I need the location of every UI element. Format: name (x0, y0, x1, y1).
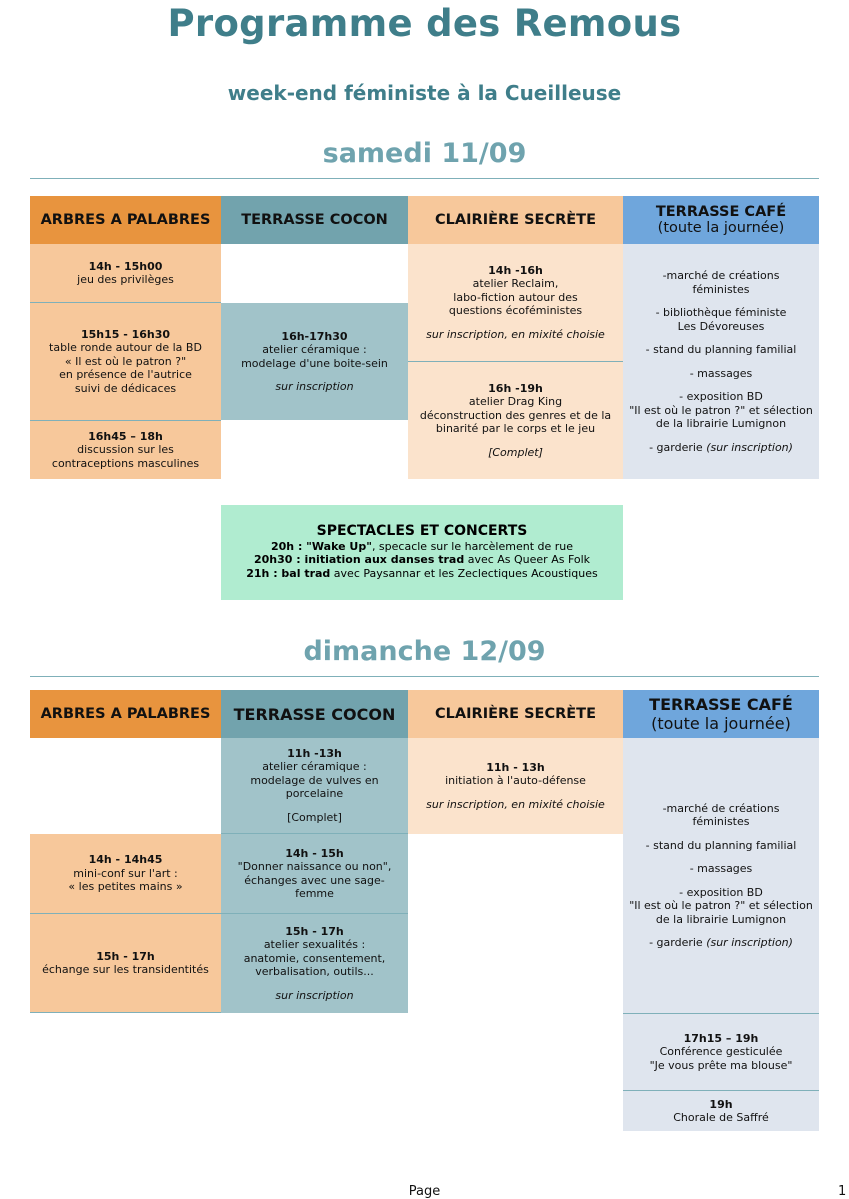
spectacle-row (246, 567, 598, 581)
sat-header-cocon (221, 196, 408, 244)
sat-cafe-activities (623, 244, 819, 479)
event-time: 16h -19h (488, 381, 543, 395)
event-desc: initiation à l'auto-défense (445, 774, 586, 788)
event-desc: échanges avec une sage- (244, 873, 385, 887)
event-time: 19h (709, 1097, 733, 1111)
cafe-item: - massages (689, 366, 753, 380)
cafe-item-note: (sur inscription) (706, 440, 793, 454)
cafe-item: "Il est où le patron ?" et sélection (629, 403, 813, 417)
cafe-item: - garderie (649, 440, 707, 454)
sun-header-cafe (623, 690, 819, 738)
sat-header-clairiere (408, 196, 623, 244)
cafe-item: - massages (689, 862, 753, 875)
spectacle-desc: , specacle sur le harcèlement de rue (371, 539, 574, 553)
event-note: sur inscription, en mixité choisie (426, 327, 605, 341)
sun-cafe-activities (623, 738, 819, 1014)
sat-event-drag-king (408, 362, 623, 479)
event-desc: contraceptions masculines (51, 456, 200, 470)
event-desc: atelier céramique : (262, 760, 367, 774)
sun-header-cocon-label: TERRASSE COCON (233, 704, 396, 724)
sunday-divider (30, 676, 819, 677)
cafe-item: "Il est où le patron ?" et sélection (629, 899, 813, 912)
event-desc: "Je vous prête ma blouse" (649, 1058, 793, 1072)
event-time: 15h - 17h (96, 949, 155, 963)
footer-page-number: 1 (838, 1184, 847, 1199)
cafe-item-garderie (649, 441, 793, 455)
cafe-item: féministes (692, 815, 750, 828)
event-desc: déconstruction des genres et de la (419, 408, 612, 422)
spectacle-desc: avec Paysannar et les Zeclectiques Acoustiques (330, 566, 598, 580)
spectacle-row (254, 553, 590, 567)
event-desc: table ronde autour de la BD (49, 341, 202, 355)
event-desc: questions écoféministes (448, 304, 583, 318)
event-desc: échange sur les transidentités (42, 963, 209, 976)
sat-event-reclaim (408, 244, 623, 362)
cafe-item: - bibliothèque féministe (655, 306, 787, 319)
footer-page-label: Page (408, 1184, 441, 1199)
event-desc: modelage de vulves en (250, 773, 379, 787)
saturday-divider (30, 178, 819, 179)
cafe-item: - exposition BD (679, 885, 763, 899)
cafe-item: Les Dévoreuses (677, 319, 765, 333)
event-note: [Complet] (488, 445, 543, 459)
event-desc: "Donner naissance ou non", (237, 860, 392, 873)
page-subtitle: week-end féministe à la Cueilleuse (227, 81, 622, 105)
spectacles-title: SPECTACLES ET CONCERTS (316, 523, 528, 539)
event-desc: modelage d'une boite-sein (241, 356, 388, 370)
sun-header-cafe-sub: (toute la journée) (651, 714, 791, 733)
event-desc: discussion sur les (77, 443, 174, 457)
event-time: 15h15 - 16h30 (80, 327, 171, 341)
sat-header-clairiere-label: CLAIRIÈRE SECRÈTE (435, 212, 596, 228)
sun-event-auto-defense (408, 738, 623, 834)
cafe-item-note: (sur inscription) (706, 936, 793, 949)
event-note: sur inscription (275, 988, 354, 1002)
spectacle-desc: avec As Queer As Folk (464, 553, 591, 566)
event-time: 16h-17h30 (281, 329, 348, 343)
event-desc: atelier Reclaim, (472, 277, 559, 291)
cafe-item: - exposition BD (679, 390, 763, 403)
cafe-item: de la librairie Lumignon (655, 417, 787, 430)
event-desc: femme (295, 887, 334, 900)
sun-header-clairiere-label: CLAIRIÈRE SECRÈTE (435, 706, 596, 722)
event-note: [Complet] (287, 810, 342, 824)
spectacle-row (271, 540, 573, 554)
saturday-day-title: samedi 11/09 (322, 138, 527, 169)
sunday-day-title: dimanche 12/09 (303, 636, 546, 667)
cafe-item-garderie (649, 936, 793, 950)
event-desc: binarité par le corps et le jeu (435, 422, 596, 436)
cafe-item: -marché de créations (662, 269, 780, 282)
sat-event-ceramique (221, 303, 408, 420)
event-desc: Conférence gesticulée (659, 1045, 783, 1059)
event-desc: atelier céramique : (262, 343, 367, 356)
page-title: Programme des Remous (167, 2, 682, 45)
spectacle-time: 20h : "Wake Up" (270, 539, 372, 553)
sat-header-cafe (623, 196, 819, 244)
event-desc: jeu des privilèges (77, 273, 174, 286)
event-time: 14h - 15h00 (88, 259, 163, 273)
event-desc: labo-fiction autour des (453, 290, 578, 304)
cafe-item: féministes (692, 282, 750, 296)
sat-event-contraceptions (30, 421, 221, 479)
sun-header-arbres-label: ARBRES A PALABRES (40, 706, 211, 722)
sun-event-vulves (221, 738, 408, 834)
cafe-item: de la librairie Lumignon (655, 912, 787, 926)
sun-event-transidentites (30, 914, 221, 1013)
event-desc: suivi de dédicaces (74, 381, 177, 395)
cafe-item: - stand du planning familial (645, 838, 797, 852)
sat-header-cocon-label: TERRASSE COCON (241, 212, 388, 228)
event-desc: « les petites mains » (68, 880, 183, 894)
event-note: sur inscription (275, 380, 354, 393)
event-time: 14h -16h (488, 263, 543, 277)
event-desc: Chorale de Saffré (673, 1111, 769, 1124)
spectacles-box (221, 505, 623, 600)
sun-event-naissance (221, 834, 408, 914)
event-desc: atelier sexualités : (263, 938, 366, 952)
sun-header-clairiere (408, 690, 623, 738)
sun-header-cocon (221, 690, 408, 738)
spectacle-time: 20h30 : initiation aux danses trad (253, 553, 465, 566)
cafe-item: - stand du planning familial (645, 343, 797, 356)
event-desc: mini-conf sur l'art : (73, 866, 178, 880)
event-desc: porcelaine (285, 787, 344, 801)
sat-event-privileges (30, 244, 221, 303)
sat-header-arbres-label: ARBRES A PALABRES (40, 212, 211, 228)
event-desc: verbalisation, outils... (255, 965, 374, 979)
event-desc: en présence de l'autrice (59, 368, 192, 382)
sun-header-cafe-label: TERRASSE CAFÉ (649, 695, 793, 714)
spectacle-time: 21h : bal trad (246, 566, 331, 580)
sun-header-arbres (30, 690, 221, 738)
sun-event-mini-conf (30, 834, 221, 914)
sat-header-cafe-label: TERRASSE CAFÉ (655, 204, 787, 220)
event-note: sur inscription, en mixité choisie (426, 797, 605, 811)
event-time: 15h - 17h (285, 924, 344, 938)
sun-event-chorale (623, 1091, 819, 1131)
event-desc: « Il est où le patron ?" (64, 354, 187, 368)
sat-event-table-ronde (30, 303, 221, 421)
event-time: 16h45 – 18h (88, 429, 163, 443)
sat-header-arbres (30, 196, 221, 244)
cafe-item: - garderie (649, 936, 707, 949)
sun-event-conference (623, 1014, 819, 1091)
event-desc: anatomie, consentement, (243, 951, 386, 965)
sat-header-cafe-sub: (toute la journée) (657, 220, 785, 236)
event-time: 14h - 14h45 (88, 853, 163, 867)
cafe-item: -marché de créations (662, 801, 780, 815)
event-time: 11h - 13h (486, 760, 545, 774)
event-time: 11h -13h (287, 746, 342, 760)
event-desc: atelier Drag King (468, 395, 563, 409)
sun-event-sexualites (221, 914, 408, 1013)
event-time: 17h15 – 19h (683, 1031, 759, 1045)
event-time: 14h - 15h (285, 846, 344, 860)
